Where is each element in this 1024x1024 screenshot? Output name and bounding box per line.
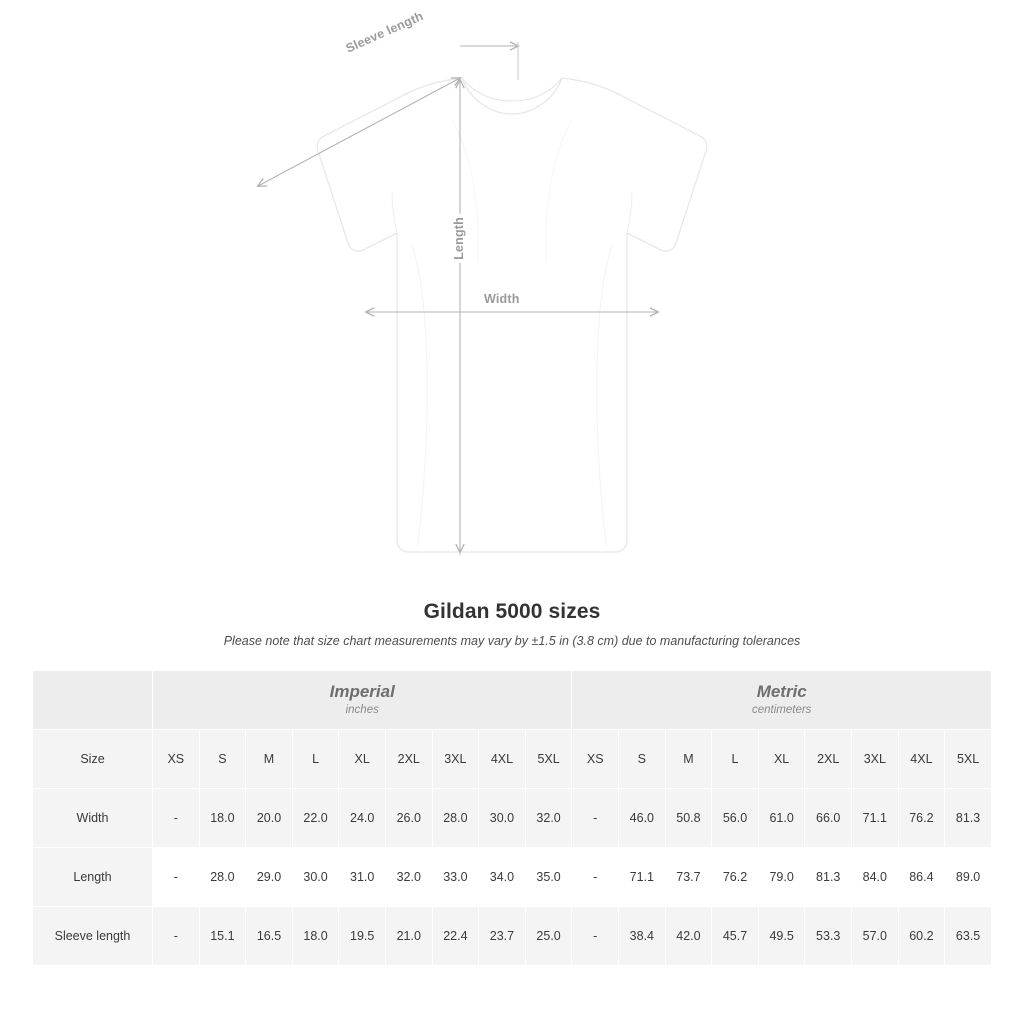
cell-length-metric-xl: 79.0 — [758, 848, 805, 907]
cell-sleeve-metric-xl: 49.5 — [758, 907, 805, 966]
size-header-metric-xl: XL — [758, 730, 805, 789]
cell-width-metric-4xl: 76.2 — [898, 789, 945, 848]
tshirt-shape — [317, 78, 707, 552]
cell-length-metric-2xl: 81.3 — [805, 848, 852, 907]
size-header-metric-s: S — [619, 730, 666, 789]
row-label-width: Width — [33, 789, 153, 848]
size-header-imperial-xl: XL — [339, 730, 386, 789]
cell-width-metric-3xl: 71.1 — [852, 789, 899, 848]
cell-length-imperial-s: 28.0 — [199, 848, 246, 907]
cell-length-metric-3xl: 84.0 — [852, 848, 899, 907]
cell-length-imperial-l: 30.0 — [292, 848, 339, 907]
width-label: Width — [481, 292, 523, 306]
cell-width-metric-2xl: 66.0 — [805, 789, 852, 848]
cell-width-imperial-l: 22.0 — [292, 789, 339, 848]
unit-header-row — [33, 671, 992, 730]
cell-sleeve-metric-l: 45.7 — [712, 907, 759, 966]
cell-sleeve-metric-xs: - — [572, 907, 619, 966]
cell-width-metric-l: 56.0 — [712, 789, 759, 848]
cell-sleeve-metric-5xl: 63.5 — [945, 907, 992, 966]
cell-length-imperial-xl: 31.0 — [339, 848, 386, 907]
size-header-metric-5xl: 5XL — [945, 730, 992, 789]
cell-sleeve-metric-3xl: 57.0 — [852, 907, 899, 966]
size-header-metric-l: L — [712, 730, 759, 789]
cell-sleeve-imperial-5xl: 25.0 — [525, 907, 572, 966]
cell-length-metric-s: 71.1 — [619, 848, 666, 907]
cell-width-metric-5xl: 81.3 — [945, 789, 992, 848]
cell-sleeve-imperial-xs: - — [153, 907, 200, 966]
cell-sleeve-imperial-l: 18.0 — [292, 907, 339, 966]
cell-sleeve-metric-2xl: 53.3 — [805, 907, 852, 966]
metric-unit-name: Metric — [756, 681, 807, 701]
table-row — [33, 848, 992, 907]
cell-width-imperial-xs: - — [153, 789, 200, 848]
cell-length-metric-5xl: 89.0 — [945, 848, 992, 907]
cell-width-metric-xs: - — [572, 789, 619, 848]
size-header-imperial-s: S — [199, 730, 246, 789]
size-header-imperial-m: M — [246, 730, 293, 789]
size-header-imperial-5xl: 5XL — [525, 730, 572, 789]
imperial-header — [153, 671, 572, 730]
cell-length-imperial-2xl: 32.0 — [385, 848, 432, 907]
cell-length-metric-l: 76.2 — [712, 848, 759, 907]
size-header-imperial-xs: XS — [153, 730, 200, 789]
cell-width-imperial-3xl: 28.0 — [432, 789, 479, 848]
row-label-length: Length — [33, 848, 153, 907]
cell-width-metric-s: 46.0 — [619, 789, 666, 848]
cell-sleeve-metric-m: 42.0 — [665, 907, 712, 966]
row-label-sleeve-length: Sleeve length — [33, 907, 153, 966]
cell-width-metric-m: 50.8 — [665, 789, 712, 848]
size-header-metric-2xl: 2XL — [805, 730, 852, 789]
size-header-metric-m: M — [665, 730, 712, 789]
size-header-imperial-2xl: 2XL — [385, 730, 432, 789]
size-table — [32, 670, 992, 966]
cell-length-imperial-5xl: 35.0 — [525, 848, 572, 907]
size-header-metric-xs: XS — [572, 730, 619, 789]
size-header-imperial-4xl: 4XL — [479, 730, 526, 789]
cell-sleeve-imperial-4xl: 23.7 — [479, 907, 526, 966]
cell-sleeve-imperial-m: 16.5 — [246, 907, 293, 966]
metric-unit-sub: centimeters — [752, 704, 812, 716]
table-row — [33, 907, 992, 966]
sleeve-length-label: Sleeve length — [341, 8, 428, 57]
cell-width-imperial-2xl: 26.0 — [385, 789, 432, 848]
page-title: Gildan 5000 sizes — [423, 600, 601, 623]
table-row — [33, 789, 992, 848]
size-label-cell: Size — [33, 730, 153, 789]
corner-cell — [33, 671, 153, 730]
cell-sleeve-imperial-2xl: 21.0 — [385, 907, 432, 966]
cell-length-imperial-m: 29.0 — [246, 848, 293, 907]
size-header-metric-4xl: 4XL — [898, 730, 945, 789]
cell-sleeve-metric-4xl: 60.2 — [898, 907, 945, 966]
tolerance-note: Please note that size chart measurements may vary by ±1.5 in (3.8 cm) due to manufacturing tolerances — [223, 634, 801, 648]
cell-width-imperial-s: 18.0 — [199, 789, 246, 848]
cell-width-imperial-m: 20.0 — [246, 789, 293, 848]
cell-sleeve-imperial-s: 15.1 — [199, 907, 246, 966]
cell-length-imperial-3xl: 33.0 — [432, 848, 479, 907]
imperial-unit-sub: inches — [345, 704, 379, 716]
cell-length-metric-m: 73.7 — [665, 848, 712, 907]
size-header-imperial-l: L — [292, 730, 339, 789]
cell-width-imperial-4xl: 30.0 — [479, 789, 526, 848]
cell-sleeve-imperial-3xl: 22.4 — [432, 907, 479, 966]
chart-header — [0, 600, 1024, 648]
cell-sleeve-imperial-xl: 19.5 — [339, 907, 386, 966]
cell-length-metric-4xl: 86.4 — [898, 848, 945, 907]
cell-width-imperial-5xl: 32.0 — [525, 789, 572, 848]
cell-sleeve-metric-s: 38.4 — [619, 907, 666, 966]
cell-width-imperial-xl: 24.0 — [339, 789, 386, 848]
imperial-unit-name: Imperial — [329, 681, 395, 701]
cell-length-imperial-4xl: 34.0 — [479, 848, 526, 907]
cell-length-metric-xs: - — [572, 848, 619, 907]
size-header-imperial-3xl: 3XL — [432, 730, 479, 789]
size-header-metric-3xl: 3XL — [852, 730, 899, 789]
cell-length-imperial-xs: - — [153, 848, 200, 907]
size-header-row — [33, 730, 992, 789]
size-table-wrapper — [32, 670, 992, 966]
metric-header — [572, 671, 992, 730]
cell-width-metric-xl: 61.0 — [758, 789, 805, 848]
length-label: Length — [452, 214, 466, 263]
